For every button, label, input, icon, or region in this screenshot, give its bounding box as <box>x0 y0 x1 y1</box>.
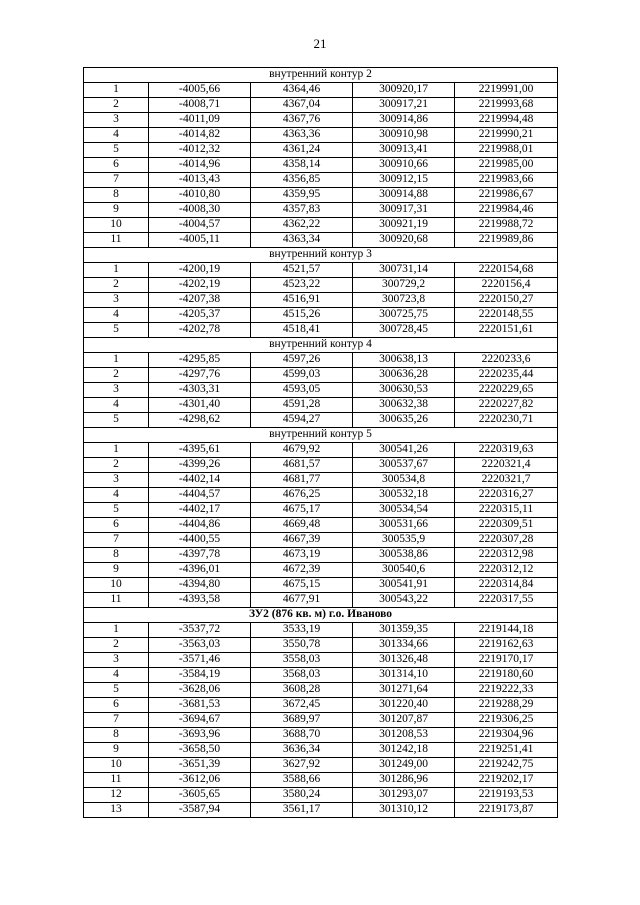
table-cell: 1 <box>84 623 149 638</box>
table-cell: 300731,14 <box>353 263 455 278</box>
section-title: внутренний контур 5 <box>84 428 558 443</box>
table-cell: -4295,85 <box>149 353 251 368</box>
table-cell: 2219994,48 <box>455 113 558 128</box>
table-cell: 2220148,55 <box>455 308 558 323</box>
table-cell: 5 <box>84 143 149 158</box>
table-row <box>84 668 558 683</box>
table-cell: -4005,11 <box>149 233 251 248</box>
table-cell: 8 <box>84 728 149 743</box>
table-cell: 4594,27 <box>251 413 353 428</box>
table-row <box>84 758 558 773</box>
table-row <box>84 323 558 338</box>
table-cell: 4675,15 <box>251 578 353 593</box>
table-cell: 300532,18 <box>353 488 455 503</box>
table-cell: 4516,91 <box>251 293 353 308</box>
table-cell: 300729,2 <box>353 278 455 293</box>
table-cell: 10 <box>84 218 149 233</box>
table-cell: 4523,22 <box>251 278 353 293</box>
table-cell: -4395,61 <box>149 443 251 458</box>
table-row <box>84 458 558 473</box>
table-row <box>84 113 558 128</box>
table-row <box>84 278 558 293</box>
table-cell: -4397,78 <box>149 548 251 563</box>
table-cell: 13 <box>84 803 149 818</box>
page-number: 21 <box>313 36 327 51</box>
table-cell: 2220307,28 <box>455 533 558 548</box>
table-cell: 3636,34 <box>251 743 353 758</box>
table-cell: 2220154,68 <box>455 263 558 278</box>
table-cell: 2219242,75 <box>455 758 558 773</box>
table-cell: -4396,01 <box>149 563 251 578</box>
table-cell: -3587,94 <box>149 803 251 818</box>
table-row <box>84 83 558 98</box>
table-cell: 301286,96 <box>353 773 455 788</box>
table-cell: -4393,58 <box>149 593 251 608</box>
table-row <box>84 173 558 188</box>
table-cell: 2219180,60 <box>455 668 558 683</box>
table-cell: 300630,53 <box>353 383 455 398</box>
table-row <box>84 653 558 668</box>
table-cell: 6 <box>84 698 149 713</box>
section-title: ЗУ2 (876 кв. м) г.о. Иваново <box>84 608 558 623</box>
table-row <box>84 188 558 203</box>
table-cell: 300535,9 <box>353 533 455 548</box>
table-cell: 3 <box>84 383 149 398</box>
table-row <box>84 548 558 563</box>
table-cell: 4 <box>84 308 149 323</box>
table-row <box>84 788 558 803</box>
table-cell: 11 <box>84 773 149 788</box>
table-cell: 2219251,41 <box>455 743 558 758</box>
table-cell: 4 <box>84 668 149 683</box>
table-cell: 301314,10 <box>353 668 455 683</box>
table-cell: 4673,19 <box>251 548 353 563</box>
table-cell: 2220317,55 <box>455 593 558 608</box>
table-cell: 1 <box>84 83 149 98</box>
table-cell: 300541,91 <box>353 578 455 593</box>
table-row <box>84 203 558 218</box>
table-cell: 4597,26 <box>251 353 353 368</box>
table-cell: 300638,13 <box>353 353 455 368</box>
table-row <box>84 698 558 713</box>
table-cell: 2220309,51 <box>455 518 558 533</box>
table-cell: -4004,57 <box>149 218 251 233</box>
table-cell: -3651,39 <box>149 758 251 773</box>
table-cell: 2219989,86 <box>455 233 558 248</box>
coordinates-table <box>83 67 558 818</box>
table-cell: 4667,39 <box>251 533 353 548</box>
table-cell: 300531,66 <box>353 518 455 533</box>
table-cell: 4676,25 <box>251 488 353 503</box>
table-cell: 5 <box>84 323 149 338</box>
table-cell: -3658,50 <box>149 743 251 758</box>
table-cell: 2 <box>84 638 149 653</box>
table-cell: 2220319,63 <box>455 443 558 458</box>
table-cell: 2220229,65 <box>455 383 558 398</box>
table-cell: 2220227,82 <box>455 398 558 413</box>
table-cell: 300917,21 <box>353 98 455 113</box>
table-row <box>84 443 558 458</box>
table-cell: 2219306,25 <box>455 713 558 728</box>
section-title: внутренний контур 3 <box>84 248 558 263</box>
table-cell: 10 <box>84 758 149 773</box>
table-cell: 301249,00 <box>353 758 455 773</box>
table-cell: 3580,24 <box>251 788 353 803</box>
table-cell: 4367,04 <box>251 98 353 113</box>
table-cell: 3689,97 <box>251 713 353 728</box>
table-cell: -4014,82 <box>149 128 251 143</box>
table-cell: 3561,17 <box>251 803 353 818</box>
table-cell: 2219993,68 <box>455 98 558 113</box>
table-row <box>84 293 558 308</box>
table-row <box>84 473 558 488</box>
table-cell: 300920,17 <box>353 83 455 98</box>
section-header-row <box>84 68 558 83</box>
table-cell: 4367,76 <box>251 113 353 128</box>
table-cell: -4005,66 <box>149 83 251 98</box>
table-cell: 3627,92 <box>251 758 353 773</box>
table-row <box>84 98 558 113</box>
table-row <box>84 413 558 428</box>
table-cell: -4011,09 <box>149 113 251 128</box>
table-cell: 300728,45 <box>353 323 455 338</box>
table-cell: 301271,64 <box>353 683 455 698</box>
table-cell: 2220321,7 <box>455 473 558 488</box>
table-cell: 2220316,27 <box>455 488 558 503</box>
table-cell: 300534,54 <box>353 503 455 518</box>
table-cell: 11 <box>84 233 149 248</box>
table-cell: 3 <box>84 653 149 668</box>
table-cell: 2 <box>84 458 149 473</box>
section-title: внутренний контур 4 <box>84 338 558 353</box>
table-cell: 4669,48 <box>251 518 353 533</box>
table-cell: 300921,19 <box>353 218 455 233</box>
table-cell: 301334,66 <box>353 638 455 653</box>
table-cell: 8 <box>84 188 149 203</box>
table-cell: 12 <box>84 788 149 803</box>
table-row <box>84 713 558 728</box>
table-cell: 4363,36 <box>251 128 353 143</box>
table-cell: 2220321,4 <box>455 458 558 473</box>
table-cell: 3608,28 <box>251 683 353 698</box>
table-cell: 4677,91 <box>251 593 353 608</box>
table-cell: 3550,78 <box>251 638 353 653</box>
table-cell: 4356,85 <box>251 173 353 188</box>
table-cell: -4298,62 <box>149 413 251 428</box>
table-row <box>84 383 558 398</box>
table-cell: -4200,19 <box>149 263 251 278</box>
coordinates-table-body <box>84 68 558 818</box>
table-cell: 1 <box>84 353 149 368</box>
table-cell: 4357,83 <box>251 203 353 218</box>
table-cell: 4358,14 <box>251 158 353 173</box>
table-row <box>84 368 558 383</box>
table-cell: 4359,95 <box>251 188 353 203</box>
table-cell: 3568,03 <box>251 668 353 683</box>
table-cell: -4400,55 <box>149 533 251 548</box>
table-cell: 4518,41 <box>251 323 353 338</box>
table-row <box>84 773 558 788</box>
table-cell: 300540,6 <box>353 563 455 578</box>
table-cell: 301220,40 <box>353 698 455 713</box>
table-cell: -4301,40 <box>149 398 251 413</box>
table-cell: 2220230,71 <box>455 413 558 428</box>
table-cell: 2220235,44 <box>455 368 558 383</box>
table-cell: -3605,65 <box>149 788 251 803</box>
table-row <box>84 233 558 248</box>
table-row <box>84 728 558 743</box>
table-cell: 300534,8 <box>353 473 455 488</box>
table-cell: 301326,48 <box>353 653 455 668</box>
table-cell: 300914,88 <box>353 188 455 203</box>
table-cell: 300914,86 <box>353 113 455 128</box>
table-row <box>84 518 558 533</box>
table-cell: 5 <box>84 503 149 518</box>
table-cell: 2 <box>84 278 149 293</box>
table-cell: 300538,86 <box>353 548 455 563</box>
table-cell: 5 <box>84 683 149 698</box>
table-cell: 2219202,17 <box>455 773 558 788</box>
table-row <box>84 158 558 173</box>
table-cell: 2 <box>84 98 149 113</box>
table-cell: 301359,35 <box>353 623 455 638</box>
table-cell: 9 <box>84 563 149 578</box>
table-row <box>84 533 558 548</box>
table-cell: 300917,31 <box>353 203 455 218</box>
table-cell: 2219304,96 <box>455 728 558 743</box>
table-cell: 300723,8 <box>353 293 455 308</box>
table-row <box>84 578 558 593</box>
table-cell: 3672,45 <box>251 698 353 713</box>
table-cell: 4681,77 <box>251 473 353 488</box>
table-cell: -4010,80 <box>149 188 251 203</box>
table-cell: 300543,22 <box>353 593 455 608</box>
table-cell: -4303,31 <box>149 383 251 398</box>
table-cell: 3 <box>84 113 149 128</box>
table-row <box>84 353 558 368</box>
table-cell: 2220315,11 <box>455 503 558 518</box>
table-cell: 2219222,33 <box>455 683 558 698</box>
table-cell: 2220156,4 <box>455 278 558 293</box>
table-cell: 4 <box>84 488 149 503</box>
section-header-row <box>84 248 558 263</box>
table-cell: -4013,43 <box>149 173 251 188</box>
table-cell: -4012,32 <box>149 143 251 158</box>
table-cell: -3681,53 <box>149 698 251 713</box>
table-cell: 2219985,00 <box>455 158 558 173</box>
table-cell: 2219990,21 <box>455 128 558 143</box>
table-cell: 3688,70 <box>251 728 353 743</box>
table-cell: 3 <box>84 473 149 488</box>
table-cell: -4394,80 <box>149 578 251 593</box>
table-cell: -4399,26 <box>149 458 251 473</box>
table-cell: 4593,05 <box>251 383 353 398</box>
table-cell: 4362,22 <box>251 218 353 233</box>
table-cell: -4008,30 <box>149 203 251 218</box>
table-row <box>84 638 558 653</box>
table-cell: 7 <box>84 713 149 728</box>
table-cell: -4404,86 <box>149 518 251 533</box>
table-cell: -4297,76 <box>149 368 251 383</box>
table-cell: 2219144,18 <box>455 623 558 638</box>
section-header-row <box>84 338 558 353</box>
table-cell: -4008,71 <box>149 98 251 113</box>
table-cell: 4 <box>84 128 149 143</box>
table-cell: -4205,37 <box>149 308 251 323</box>
table-row <box>84 743 558 758</box>
table-cell: 300920,68 <box>353 233 455 248</box>
table-cell: 4681,57 <box>251 458 353 473</box>
table-cell: 9 <box>84 743 149 758</box>
table-cell: 301207,87 <box>353 713 455 728</box>
table-cell: 301242,18 <box>353 743 455 758</box>
table-row <box>84 593 558 608</box>
table-cell: 2219988,01 <box>455 143 558 158</box>
table-cell: 4675,17 <box>251 503 353 518</box>
table-cell: 2220312,12 <box>455 563 558 578</box>
table-row <box>84 218 558 233</box>
table-cell: 2220151,61 <box>455 323 558 338</box>
table-cell: -4202,19 <box>149 278 251 293</box>
table-cell: 300725,75 <box>353 308 455 323</box>
table-cell: 2220312,98 <box>455 548 558 563</box>
table-cell: 301208,53 <box>353 728 455 743</box>
section-header-row <box>84 608 558 623</box>
table-cell: 4591,28 <box>251 398 353 413</box>
table-cell: 3 <box>84 293 149 308</box>
table-cell: -4202,78 <box>149 323 251 338</box>
table-cell: -4014,96 <box>149 158 251 173</box>
table-cell: 2219173,87 <box>455 803 558 818</box>
table-cell: 4672,39 <box>251 563 353 578</box>
table-cell: 301293,07 <box>353 788 455 803</box>
table-row <box>84 803 558 818</box>
table-cell: 8 <box>84 548 149 563</box>
table-cell: 301310,12 <box>353 803 455 818</box>
table-row <box>84 488 558 503</box>
table-cell: 300912,15 <box>353 173 455 188</box>
table-cell: 2219193,53 <box>455 788 558 803</box>
table-cell: -3571,46 <box>149 653 251 668</box>
table-cell: 4364,46 <box>251 83 353 98</box>
table-cell: -3694,67 <box>149 713 251 728</box>
table-row <box>84 398 558 413</box>
table-cell: 7 <box>84 173 149 188</box>
table-cell: 2219991,00 <box>455 83 558 98</box>
table-cell: 7 <box>84 533 149 548</box>
table-cell: 10 <box>84 578 149 593</box>
table-cell: 4599,03 <box>251 368 353 383</box>
table-cell: -3537,72 <box>149 623 251 638</box>
table-row <box>84 308 558 323</box>
table-cell: -3693,96 <box>149 728 251 743</box>
table-cell: 300910,66 <box>353 158 455 173</box>
table-cell: 300635,26 <box>353 413 455 428</box>
table-cell: 2219988,72 <box>455 218 558 233</box>
table-cell: 300636,28 <box>353 368 455 383</box>
table-cell: 6 <box>84 518 149 533</box>
table-row <box>84 683 558 698</box>
table-cell: 9 <box>84 203 149 218</box>
table-cell: 2219162,63 <box>455 638 558 653</box>
table-row <box>84 128 558 143</box>
section-title: внутренний контур 2 <box>84 68 558 83</box>
table-cell: 4515,26 <box>251 308 353 323</box>
table-row <box>84 143 558 158</box>
table-row <box>84 263 558 278</box>
table-cell: 2 <box>84 368 149 383</box>
table-cell: 2219984,46 <box>455 203 558 218</box>
table-cell: 2219983,66 <box>455 173 558 188</box>
table-cell: 1 <box>84 263 149 278</box>
table-cell: 2219170,17 <box>455 653 558 668</box>
table-cell: 4679,92 <box>251 443 353 458</box>
table-cell: 5 <box>84 413 149 428</box>
table-cell: 3588,66 <box>251 773 353 788</box>
table-cell: 4 <box>84 398 149 413</box>
table-row <box>84 503 558 518</box>
table-cell: 300537,67 <box>353 458 455 473</box>
table-cell: -3628,06 <box>149 683 251 698</box>
table-cell: 2220314,84 <box>455 578 558 593</box>
table-cell: 11 <box>84 593 149 608</box>
section-header-row <box>84 428 558 443</box>
table-cell: -3563,03 <box>149 638 251 653</box>
table-cell: 300632,38 <box>353 398 455 413</box>
table-cell: 300910,98 <box>353 128 455 143</box>
table-cell: 3533,19 <box>251 623 353 638</box>
table-cell: 1 <box>84 443 149 458</box>
table-row <box>84 623 558 638</box>
table-cell: 300913,41 <box>353 143 455 158</box>
table-cell: 2220233,6 <box>455 353 558 368</box>
table-cell: 2220150,27 <box>455 293 558 308</box>
table-cell: 300541,26 <box>353 443 455 458</box>
table-cell: 4363,34 <box>251 233 353 248</box>
table-cell: -4402,17 <box>149 503 251 518</box>
table-cell: 2219288,29 <box>455 698 558 713</box>
table-cell: 4521,57 <box>251 263 353 278</box>
table-cell: -3584,19 <box>149 668 251 683</box>
table-cell: -4404,57 <box>149 488 251 503</box>
table-cell: 4361,24 <box>251 143 353 158</box>
table-row <box>84 563 558 578</box>
table-cell: -4207,38 <box>149 293 251 308</box>
table-cell: -4402,14 <box>149 473 251 488</box>
table-cell: 6 <box>84 158 149 173</box>
table-cell: 3558,03 <box>251 653 353 668</box>
table-cell: 2219986,67 <box>455 188 558 203</box>
table-cell: -3612,06 <box>149 773 251 788</box>
